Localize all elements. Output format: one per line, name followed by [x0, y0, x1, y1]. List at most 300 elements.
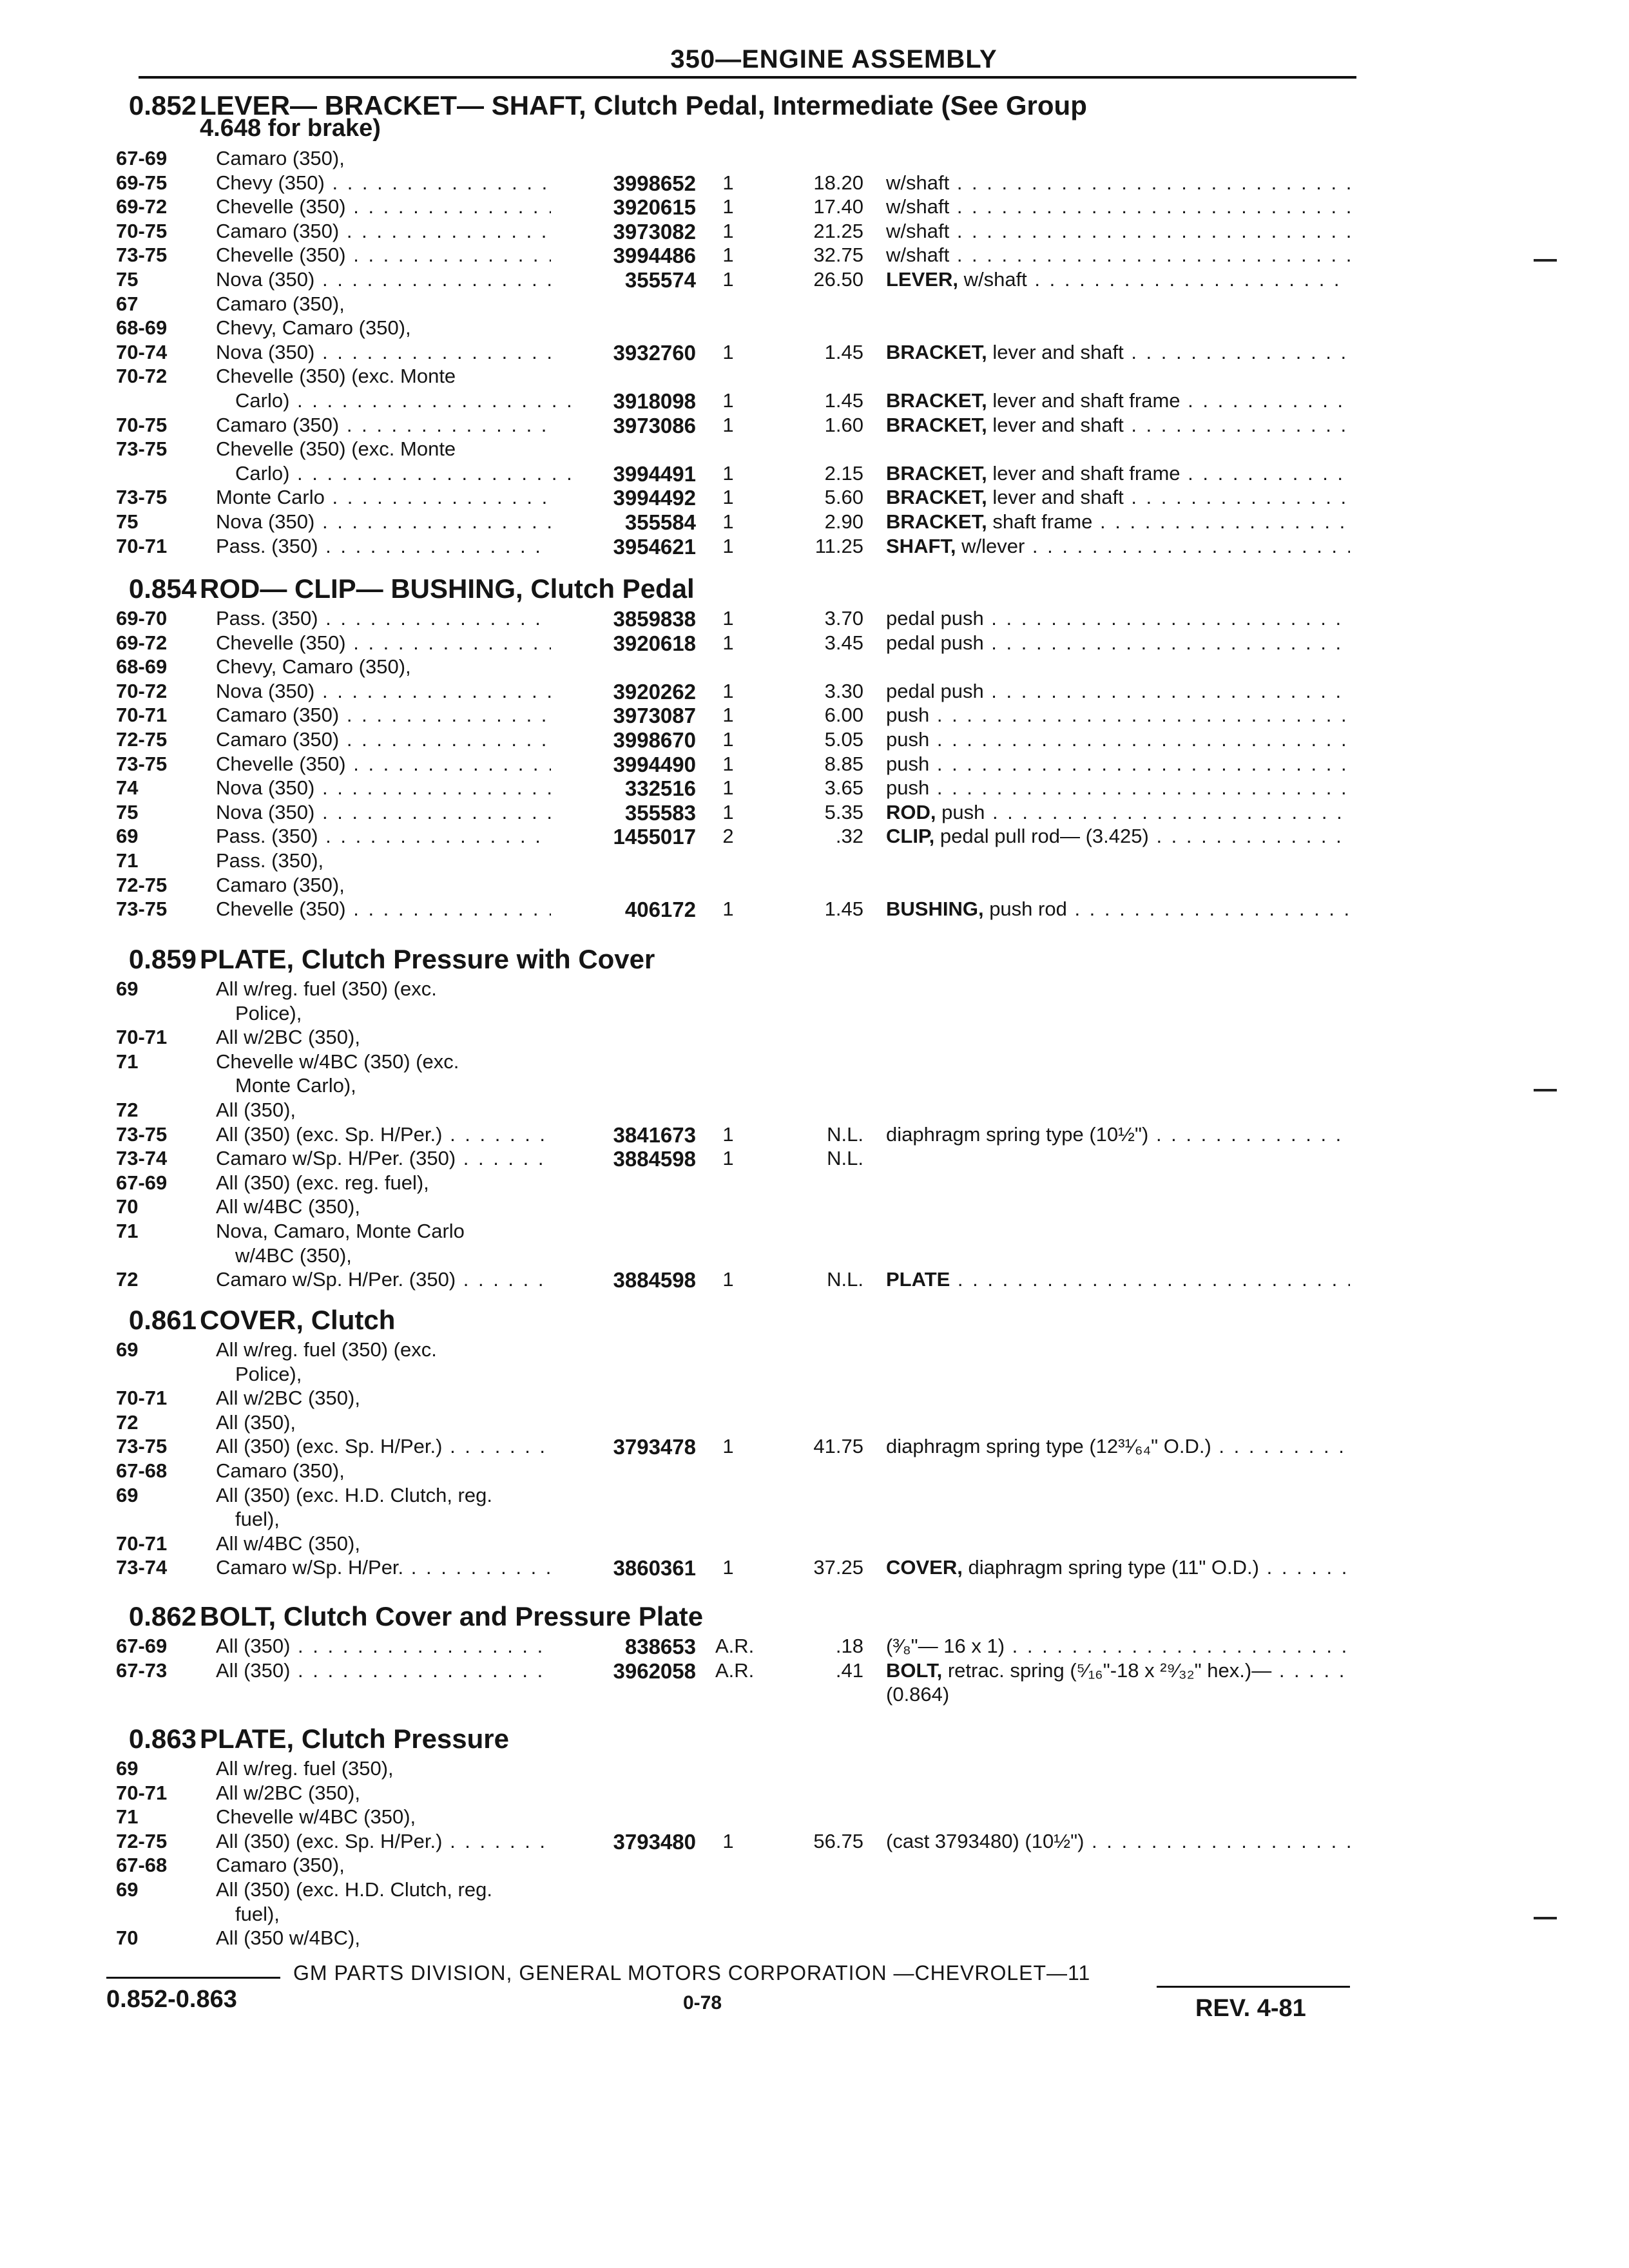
part-name-bold: CLIP,: [886, 825, 935, 848]
part-name-bold: BRACKET,: [886, 461, 987, 485]
part-name-text: diaphragm spring type (12³¹⁄₆₄" O.D.): [886, 1435, 1211, 1458]
price: .41: [835, 1658, 863, 1682]
part-name: [886, 1659, 1350, 1682]
part-row: [0, 268, 1629, 293]
part-number: 406172: [624, 898, 696, 922]
part-row: [0, 535, 1629, 559]
model-years: 70-71: [116, 534, 168, 557]
section-heading: [0, 944, 1629, 977]
application-description: Chevelle (350) . . .: [216, 753, 551, 776]
model-years: 73-74: [116, 1556, 168, 1579]
quantity: 1: [722, 534, 734, 557]
part-row: [0, 825, 1629, 849]
quantity: 1: [722, 510, 734, 533]
quantity: A.R.: [715, 1658, 755, 1682]
part-row: [0, 1435, 1629, 1459]
part-name-text: lever and shaft: [987, 340, 1124, 363]
quantity: 1: [722, 267, 734, 291]
application-description: Camaro w/Sp. H/Per. (350) . . .: [216, 1147, 551, 1170]
application-description: All (350),: [216, 1098, 296, 1121]
part-name-text: lever and shaft frame: [987, 461, 1181, 485]
section-number: 0.862: [128, 1601, 197, 1631]
price: 18.20: [813, 171, 863, 194]
model-years: 73-75: [116, 898, 168, 921]
application-description: Police),: [235, 1001, 302, 1024]
part-row: [0, 849, 1629, 874]
part-name-bold: BRACKET,: [886, 486, 987, 509]
part-row: [0, 680, 1629, 704]
part-row: [0, 977, 1629, 1002]
part-name-bold: BRACKET,: [886, 340, 987, 363]
page-title: 350—ENGINE ASSEMBLY: [670, 45, 998, 73]
price: .32: [835, 825, 863, 848]
part-number: 3962058: [613, 1658, 696, 1683]
model-years: 70-75: [116, 413, 168, 436]
part-name: [886, 728, 1350, 751]
application-description: Pass. (350) . . .: [216, 535, 551, 558]
quantity: 1: [722, 1435, 734, 1458]
price: 26.50: [813, 267, 863, 291]
price: 32.75: [813, 244, 863, 267]
quantity: 1: [722, 679, 734, 702]
model-years: 70-72: [116, 679, 168, 702]
application-description: Chevelle (350) (exc. Monte: [216, 365, 456, 388]
footer-page-number: 0-78: [683, 1992, 722, 2013]
part-row: [0, 316, 1629, 341]
model-years: 75: [116, 510, 139, 533]
quantity: 1: [722, 898, 734, 921]
model-years: 72-75: [116, 873, 168, 896]
part-row: [0, 631, 1629, 656]
section-heading: [0, 90, 1629, 147]
part-row: [0, 704, 1629, 728]
part-name-bold: BOLT,: [886, 1658, 943, 1682]
quantity: 1: [722, 727, 734, 751]
part-row: [0, 486, 1629, 510]
application-description: Police),: [235, 1362, 302, 1385]
part-row: [0, 1659, 1629, 1684]
price: 3.65: [824, 776, 863, 800]
part-row: [0, 1171, 1629, 1196]
part-row: [0, 898, 1629, 922]
quantity: 1: [722, 389, 734, 412]
part-name-text: push: [936, 800, 985, 823]
footer-rule-left: [106, 1977, 280, 1979]
part-name-text: push: [886, 704, 930, 727]
section-heading: [0, 1724, 1629, 1757]
price: N.L.: [827, 1122, 863, 1146]
part-number: 3793480: [613, 1829, 696, 1854]
part-row: [0, 1782, 1629, 1806]
part-name: [886, 486, 1350, 509]
part-name-text: retrac. spring (⁵⁄₁₆"-18 x ²⁹⁄₃₂" hex.)—: [942, 1658, 1272, 1682]
part-name-text: pedal push: [886, 607, 984, 629]
section-number: 0.861: [128, 1305, 197, 1335]
model-years: 71: [116, 1805, 139, 1829]
price: 3.70: [824, 607, 863, 629]
part-number: 355583: [624, 800, 696, 825]
part-name-text: diaphragm spring type (11" O.D.): [962, 1556, 1259, 1579]
part-row: [0, 1927, 1629, 1951]
part-number: 1455017: [613, 825, 696, 849]
application-description: Monte Carlo),: [235, 1074, 356, 1097]
part-name-text: push: [886, 727, 930, 751]
part-name-text: pedal push: [886, 679, 984, 702]
part-number: 3920615: [613, 195, 696, 220]
part-name-bold: SHAFT,: [886, 534, 956, 557]
part-row: [0, 1338, 1629, 1363]
part-number: 3793478: [613, 1435, 696, 1459]
part-row: [0, 293, 1629, 317]
price: 3.45: [824, 631, 863, 654]
section-number: 0.863: [128, 1724, 197, 1754]
margin-mark: [1534, 1089, 1557, 1091]
model-years: 70: [116, 1195, 139, 1218]
quantity: 1: [722, 607, 734, 629]
part-name: [886, 462, 1350, 485]
application-description: All w/4BC (350),: [216, 1195, 360, 1218]
part-row: [0, 414, 1629, 438]
part-name-text: (³⁄₈"— 16 x 1): [886, 1635, 1005, 1657]
price: N.L.: [827, 1147, 863, 1170]
part-name: [886, 898, 1350, 921]
model-years: 68-69: [116, 655, 168, 678]
part-name-text: w/shaft: [958, 267, 1027, 291]
part-name-text: w/shaft: [886, 219, 950, 242]
part-name: [886, 776, 1350, 800]
application-description: Camaro (350),: [216, 873, 345, 896]
model-years: 73-75: [116, 244, 168, 267]
price: 5.05: [824, 727, 863, 751]
section-title: LEVER— BRACKET— SHAFT, Clutch Pedal, Intermediate (See Group: [200, 90, 1087, 120]
part-name: [886, 607, 1350, 630]
part-row: [0, 1556, 1629, 1581]
part-row: [0, 1147, 1629, 1171]
margin-mark: [1534, 259, 1557, 262]
model-years: 69-75: [116, 171, 168, 194]
part-number: 3973082: [613, 219, 696, 244]
application-description: All w/2BC (350),: [216, 1026, 360, 1049]
part-row: [0, 1074, 1629, 1099]
part-row: [0, 220, 1629, 244]
model-years: 70-75: [116, 219, 168, 242]
section-title: COVER, Clutch: [200, 1305, 396, 1335]
price: 2.90: [824, 510, 863, 533]
part-name-text: w/shaft: [886, 195, 950, 218]
part-row: [0, 1757, 1629, 1782]
part-number: 3884598: [613, 1147, 696, 1171]
part-name-bold: PLATE: [886, 1268, 950, 1291]
part-name: [886, 1268, 1350, 1291]
footer-revision: REV. 4-81: [1195, 1995, 1306, 2022]
part-name: [886, 1635, 1350, 1658]
quantity: 1: [722, 704, 734, 727]
part-row: [0, 389, 1629, 414]
quantity: 1: [722, 219, 734, 242]
part-name-text: shaft frame: [987, 510, 1093, 533]
model-years: 67-68: [116, 1459, 168, 1482]
section-title: BOLT, Clutch Cover and Pressure Plate: [200, 1601, 704, 1631]
quantity: 1: [722, 1556, 734, 1579]
model-years: 69: [116, 1338, 139, 1361]
part-name-text: diaphragm spring type (10½"): [886, 1122, 1149, 1146]
part-number: 3954621: [613, 534, 696, 559]
application-description: All (350),: [216, 1410, 296, 1434]
part-name: [886, 1123, 1350, 1146]
part-number: 3998652: [613, 171, 696, 195]
price: .18: [835, 1635, 863, 1657]
part-number: 355574: [624, 267, 696, 292]
part-number: 3994490: [613, 752, 696, 776]
section-0-852: [0, 90, 1629, 559]
application-description: Pass. (350),: [216, 849, 324, 872]
model-years: 72-75: [116, 727, 168, 751]
model-years: 72: [116, 1268, 139, 1291]
price: 11.25: [815, 534, 863, 557]
quantity: 1: [722, 413, 734, 436]
part-number: 3884598: [613, 1268, 696, 1293]
model-years: 70-74: [116, 340, 168, 363]
part-row: [0, 1268, 1629, 1293]
application-description: Chevy, Camaro (350),: [216, 316, 411, 340]
part-name-text: push rod: [983, 898, 1067, 921]
application-description: All (350) (exc. Sp. H/Per.) . . .: [216, 1830, 551, 1853]
part-row: [0, 801, 1629, 825]
part-name: [886, 244, 1350, 267]
part-number: 3973086: [613, 413, 696, 437]
application-description: All (350 w/4BC),: [216, 1927, 360, 1950]
part-row: [0, 607, 1629, 631]
model-years: 69: [116, 1757, 139, 1780]
price: 17.40: [813, 195, 863, 218]
price: 21.25: [813, 219, 863, 242]
price: 5.35: [824, 800, 863, 823]
part-number: 3994486: [613, 244, 696, 268]
application-description: All w/reg. fuel (350) (exc.: [216, 1338, 437, 1361]
model-years: 69: [116, 1483, 139, 1506]
footer-section-range: 0.852-0.863: [106, 1986, 237, 2013]
model-years: 73-75: [116, 437, 168, 461]
part-number: 3920262: [613, 679, 696, 704]
application-description: Nova (350) . . .: [216, 801, 551, 824]
part-row: [0, 1220, 1629, 1244]
section-0-862: [0, 1601, 1629, 1707]
application-description: fuel),: [235, 1902, 280, 1925]
part-row: [0, 728, 1629, 753]
part-name: [886, 195, 1350, 218]
part-row: [0, 1459, 1629, 1484]
price: 1.60: [824, 413, 863, 436]
quantity: 1: [722, 631, 734, 654]
application-description: Monte Carlo . . .: [216, 486, 551, 509]
part-number: 3994491: [613, 461, 696, 486]
part-name-text: (cast 3793480) (10½"): [886, 1829, 1084, 1852]
part-number: 332516: [624, 776, 696, 801]
application-description: All w/2BC (350),: [216, 1781, 360, 1804]
part-row: [0, 1878, 1629, 1903]
part-number: 3918098: [613, 389, 696, 413]
part-name: [886, 389, 1350, 412]
application-description: Camaro (350),: [216, 1459, 345, 1482]
part-row: [0, 1683, 1629, 1707]
part-number: 355584: [624, 510, 696, 534]
part-number: 3932760: [613, 340, 696, 365]
application-description: Camaro (350),: [216, 1854, 345, 1877]
part-name: [886, 510, 1350, 533]
application-description: All (350) (exc. H.D. Clutch, reg.: [216, 1878, 492, 1901]
model-years: 69-72: [116, 195, 168, 218]
part-name: [886, 680, 1350, 703]
application-description: Camaro (350),: [216, 147, 345, 169]
part-row: [0, 1508, 1629, 1532]
application-description: Chevelle w/4BC (350),: [216, 1805, 416, 1829]
section-0-854: [0, 573, 1629, 922]
part-row: [0, 1411, 1629, 1436]
application-description: Nova (350) . . .: [216, 510, 551, 533]
part-name: [886, 704, 1350, 727]
price: 56.75: [813, 1829, 863, 1852]
quantity: 1: [722, 1829, 734, 1852]
section-title: PLATE, Clutch Pressure: [200, 1724, 510, 1754]
model-years: 72: [116, 1410, 139, 1434]
header-rule: [139, 76, 1356, 79]
part-name-bold: BRACKET,: [886, 389, 987, 412]
part-name: [886, 1435, 1350, 1458]
application-description: fuel),: [235, 1508, 280, 1531]
part-row: [0, 365, 1629, 389]
application-description: All (350) (exc. reg. fuel),: [216, 1171, 429, 1194]
part-number: 3859838: [613, 607, 696, 631]
application-description: Chevy (350) . . .: [216, 171, 551, 195]
part-name: [886, 414, 1350, 437]
model-years: 67-69: [116, 1635, 168, 1657]
section-number: 0.859: [128, 944, 197, 974]
price: 1.45: [824, 389, 863, 412]
section-heading: [0, 1305, 1629, 1338]
footer-publisher: GM PARTS DIVISION, GENERAL MOTORS CORPORATION —CHEVROLET—11: [293, 1961, 1091, 1984]
application-description: Nova (350) . . .: [216, 268, 551, 291]
model-years: 74: [116, 776, 139, 800]
quantity: 1: [722, 800, 734, 823]
part-row: [0, 1026, 1629, 1050]
application-description: All (350) (exc. Sp. H/Per.) . . .: [216, 1435, 551, 1458]
application-description: All w/2BC (350),: [216, 1387, 360, 1410]
part-row: [0, 1854, 1629, 1878]
model-years: 70-71: [116, 704, 168, 727]
section-title: PLATE, Clutch Pressure with Cover: [200, 944, 655, 974]
model-years: 69-70: [116, 607, 168, 629]
part-row: [0, 1532, 1629, 1557]
model-years: 71: [116, 1050, 139, 1073]
price: 8.85: [824, 752, 863, 775]
part-row: [0, 1099, 1629, 1123]
application-description: All w/reg. fuel (350) (exc.: [216, 977, 437, 1000]
part-row: [0, 462, 1629, 486]
price: N.L.: [827, 1268, 863, 1291]
part-row: [0, 753, 1629, 777]
application-description: Chevelle (350) . . .: [216, 898, 551, 921]
section-0-861: [0, 1305, 1629, 1581]
application-description: Chevelle (350) . . .: [216, 631, 551, 655]
section-title-continued: 4.648 for brake): [200, 115, 381, 142]
section-0-859: [0, 944, 1629, 1293]
application-description: Camaro (350) . . .: [216, 220, 551, 243]
part-row: [0, 1050, 1629, 1075]
part-row: [0, 1805, 1629, 1830]
model-years: 75: [116, 267, 139, 291]
application-description: All (350) . . .: [216, 1659, 551, 1682]
quantity: 1: [722, 195, 734, 218]
model-years: 69: [116, 825, 139, 848]
part-name: [886, 535, 1350, 558]
model-years: 70-71: [116, 1387, 168, 1410]
model-years: 71: [116, 849, 139, 872]
application-description: All (350) . . .: [216, 1635, 551, 1658]
quantity: 1: [722, 776, 734, 800]
part-name: [886, 171, 1350, 195]
part-name-text: lever and shaft: [987, 486, 1124, 509]
price: 1.45: [824, 898, 863, 921]
application-description: Camaro w/Sp. H/Per. . . .: [216, 1556, 551, 1579]
part-name-text: push: [886, 776, 930, 800]
part-name-text: lever and shaft frame: [987, 389, 1181, 412]
quantity: 1: [722, 486, 734, 509]
model-years: 73-75: [116, 486, 168, 509]
part-name: [886, 631, 1350, 655]
part-name: [886, 801, 1350, 824]
part-name-bold: BUSHING,: [886, 898, 984, 921]
part-number: 3841673: [613, 1122, 696, 1147]
model-years: 70-71: [116, 1781, 168, 1804]
quantity: 1: [722, 1268, 734, 1291]
application-description: Chevelle (350) (exc. Monte: [216, 437, 456, 461]
part-row: [0, 195, 1629, 220]
model-years: 67-68: [116, 1854, 168, 1877]
model-years: 69: [116, 1878, 139, 1901]
part-name-bold: ROD,: [886, 800, 936, 823]
section-heading: [0, 1601, 1629, 1635]
part-name: [886, 1683, 1350, 1706]
part-row: [0, 1387, 1629, 1411]
model-years: 67-73: [116, 1658, 168, 1682]
price: 41.75: [813, 1435, 863, 1458]
part-row: [0, 655, 1629, 680]
application-description: All w/reg. fuel (350),: [216, 1757, 394, 1780]
application-description: All (350) (exc. Sp. H/Per.) . . .: [216, 1123, 551, 1146]
application-description: Chevelle (350) . . .: [216, 195, 551, 218]
part-name: [886, 825, 1350, 848]
model-years: 67-69: [116, 147, 168, 169]
model-years: 73-75: [116, 1435, 168, 1458]
application-description: Camaro w/Sp. H/Per. (350) . . .: [216, 1268, 551, 1291]
quantity: 1: [722, 752, 734, 775]
model-years: 72-75: [116, 1829, 168, 1852]
part-row: [0, 1123, 1629, 1148]
section-number: 0.852: [128, 90, 197, 120]
model-years: 72: [116, 1098, 139, 1121]
price: 1.45: [824, 340, 863, 363]
part-row: [0, 1244, 1629, 1269]
part-name-bold: LEVER,: [886, 267, 958, 291]
application-description: Nova (350) . . .: [216, 776, 551, 800]
part-name: [886, 1556, 1350, 1579]
model-years: 70-71: [116, 1026, 168, 1049]
part-row: [0, 437, 1629, 462]
price: 6.00: [824, 704, 863, 727]
application-description: Carlo) . . .: [235, 462, 570, 485]
part-row: [0, 1830, 1629, 1854]
part-number: 3973087: [613, 704, 696, 728]
